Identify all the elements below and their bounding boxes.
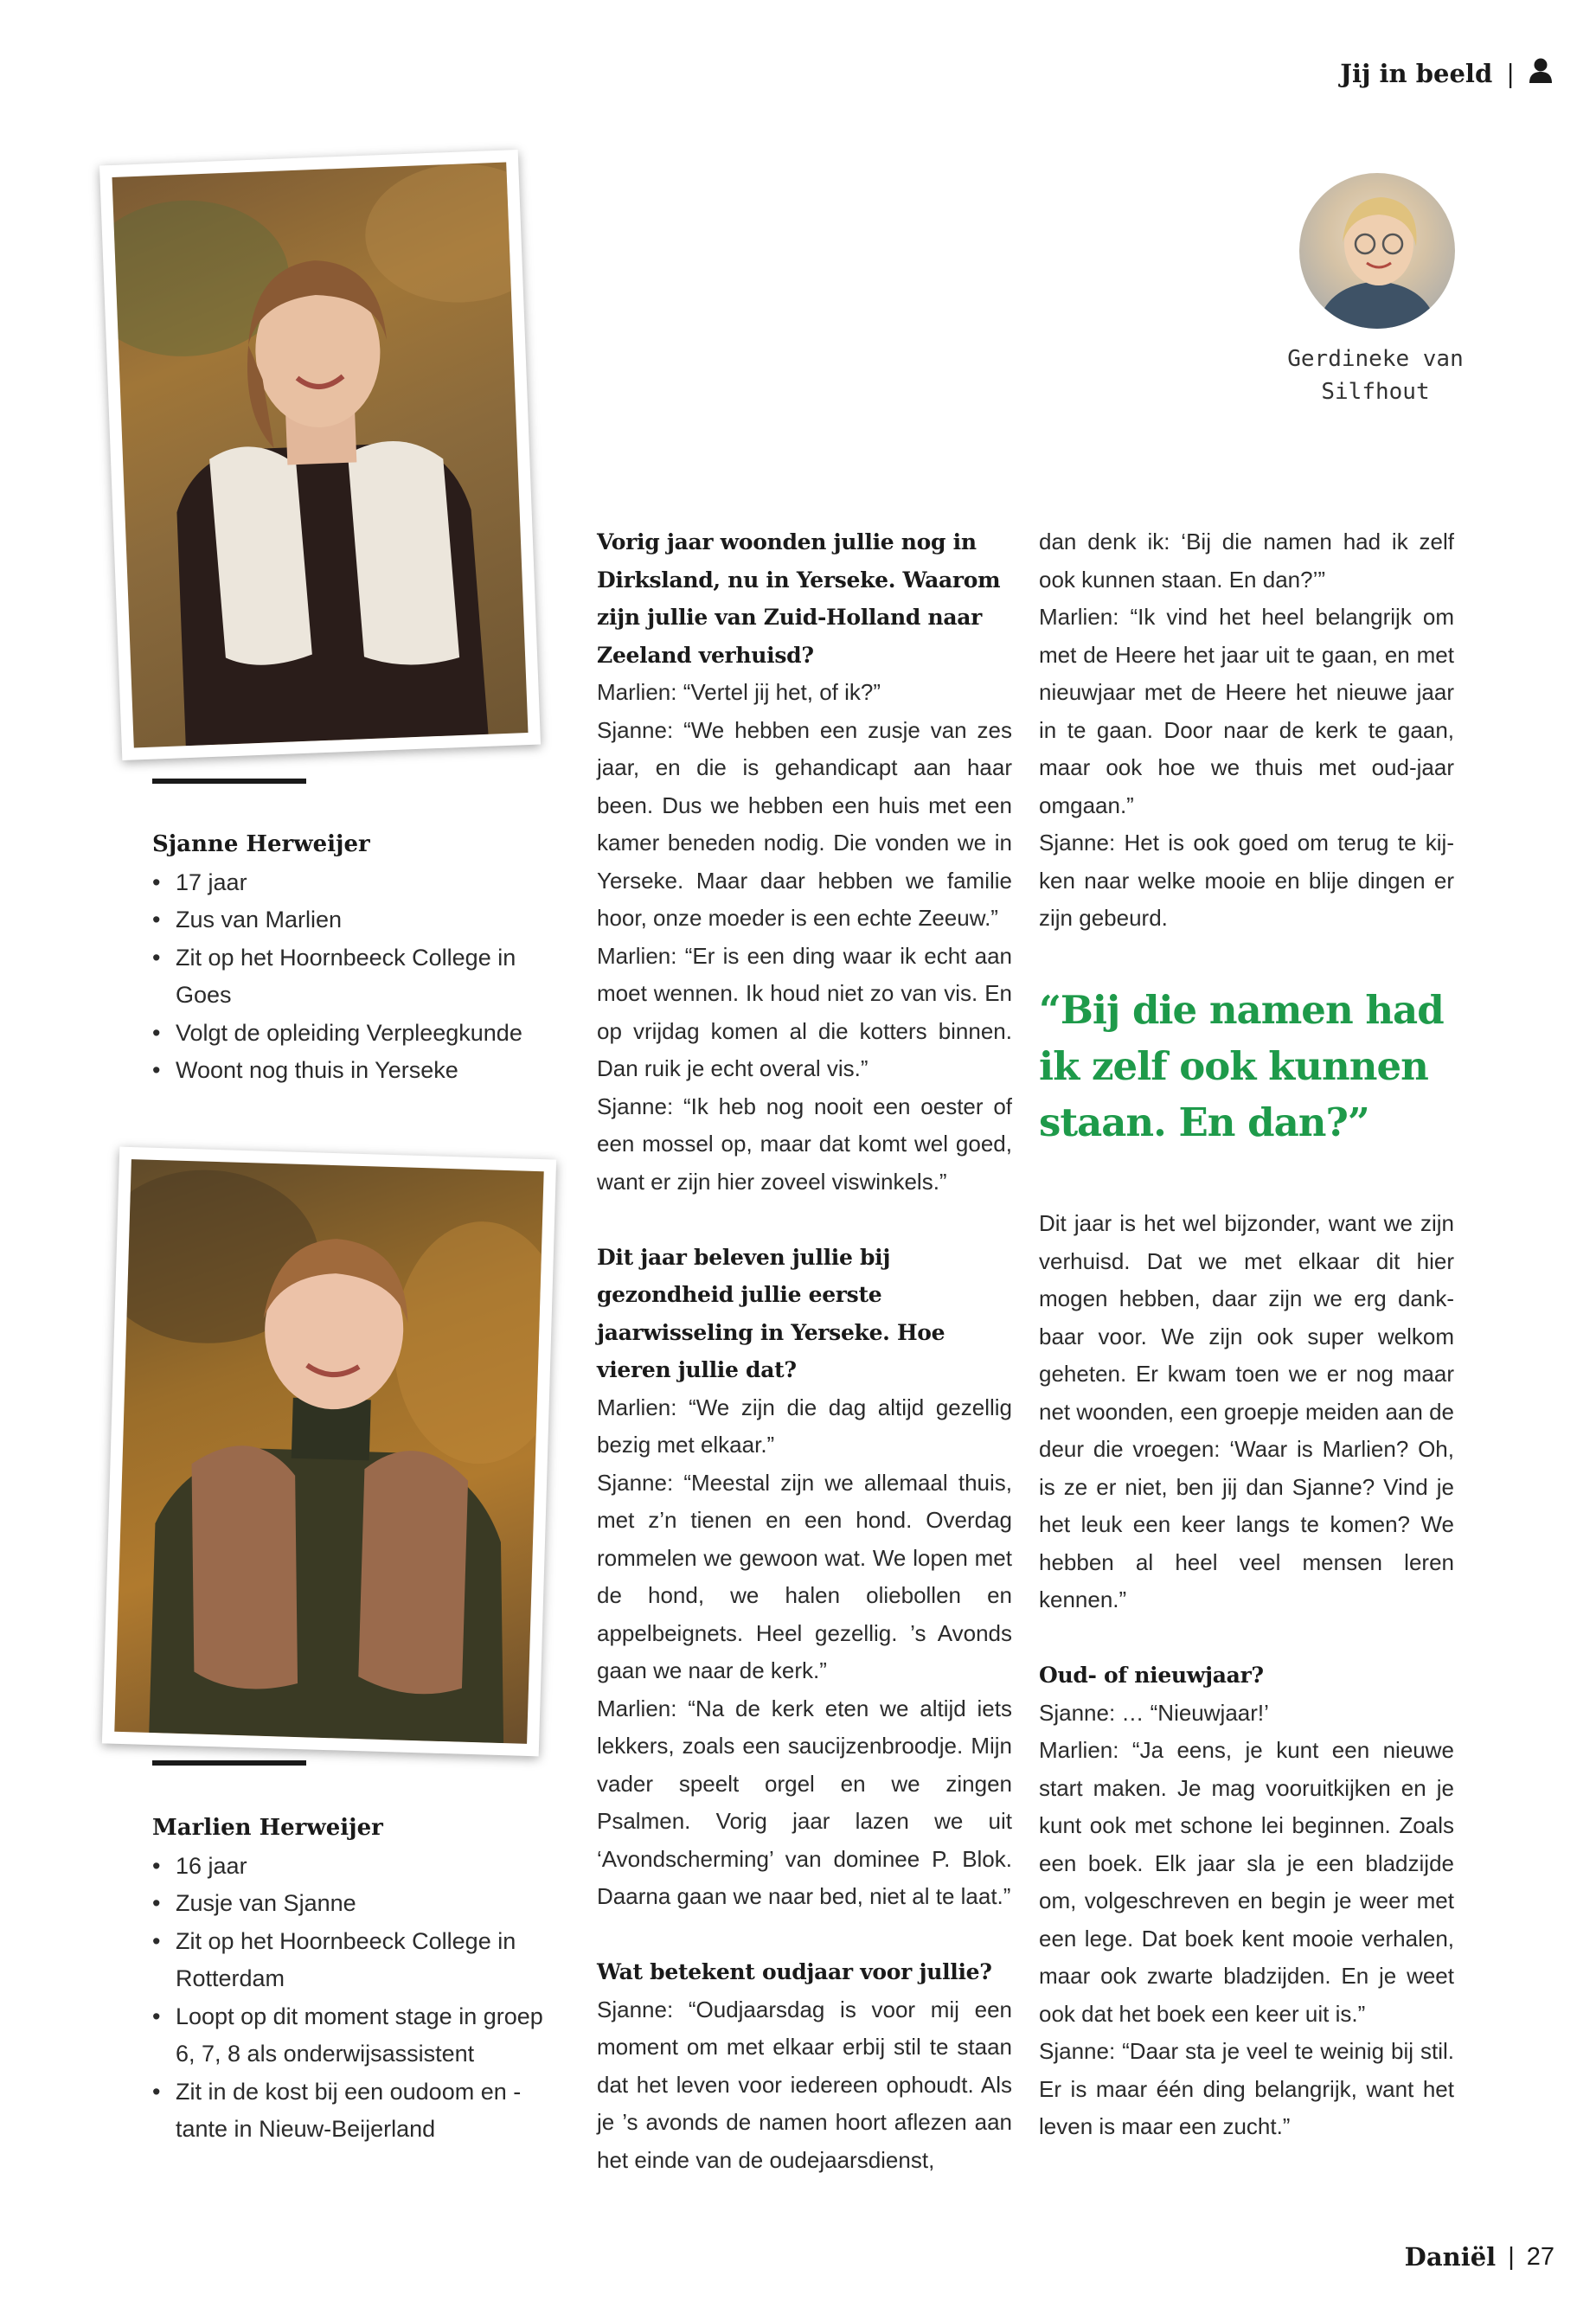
footer-separator: |: [1508, 2242, 1515, 2271]
interview-paragraph: Marlien: “Vertel jij het, of ik?”: [597, 679, 881, 705]
interview-question: Wat betekent oudjaar voor jullie?: [597, 1959, 992, 1984]
article-column-1: [597, 523, 1012, 2179]
profile-fact: • Woont nog thuis in Yerseke: [152, 1052, 567, 1090]
photo-sjanne-illustration: [112, 162, 529, 747]
profile-facts: [152, 864, 567, 1090]
profile-fact: • Zit op het Hoornbeeck College in Rotterdam: [152, 1923, 567, 1998]
photo-marlien-illustration: [114, 1159, 543, 1744]
magazine-name: Daniël: [1404, 2242, 1497, 2272]
author-name: Gerdineke van Silfhout: [1287, 346, 1464, 405]
interview-paragraph: Marlien: “Ik vind het heel belangrijk om met de Heere het jaar uit te gaan, en met nieuwjaar met de Heere het nieuwe jaar in te gaan. Door naar de kerk te gaan, maar ook hoe we thuis met oud-jaar omgaan.”: [1039, 604, 1454, 818]
profile-fact: • Zit in de kost bij een oudoom en -tante in Nieuw-Beijerland: [152, 2073, 567, 2149]
pull-quote: “Bij die namen had ik zelf ook kunnen staan. En dan?”: [1039, 987, 1444, 1145]
photo-marlien: [102, 1147, 556, 1757]
section-header: [1340, 57, 1553, 89]
section-title: Jij in beeld: [1340, 58, 1493, 88]
interview-question: Oud- of nieuwjaar?: [1039, 1663, 1264, 1688]
interview-paragraph: Sjanne: “Daar sta je veel te weinig bij stil. Er is maar één ding belangrijk, want het leven is maar een zucht.”: [1039, 2038, 1454, 2139]
profile-fact: • 17 jaar: [152, 864, 567, 902]
interview-paragraph: Marlien: “We zijn die dag altijd gezellig bezig met elkaar.”: [597, 1394, 1012, 1458]
divider: [152, 1760, 306, 1766]
header-separator: |: [1506, 58, 1515, 88]
article-column-2-bottom: [1039, 1205, 1454, 2146]
paragraph-gap: [597, 1201, 1012, 1239]
page-footer: [1405, 2242, 1554, 2272]
interview-paragraph: Sjanne: “We hebben een zusje van zes jaar, en die is gehandicapt aan haar been. Dus we hebben een huis met een kamer beneden nodig. Die vonden we in Yerseke. Maar daar hebben we familie hoor, onze moeder is een echte Zeeuw.”: [597, 716, 1012, 931]
profile-name: Marlien Herweijer: [152, 1815, 383, 1841]
author-avatar: [1299, 173, 1455, 329]
interview-paragraph: Sjanne: “Meestal zijn we allemaal thuis, met z’n tienen en een hond. Overdag rommelen we gewoon wat. We lopen met de hond, we halen oliebollen en appelbeignets. Heel gezellig. ’s Avonds gaan we naar de kerk.”: [597, 1469, 1012, 1683]
interview-paragraph: Sjanne: “Ik heb nog nooit een oester of een mossel op, maar dat komt wel goed, want er zijn hier zoveel viswinkels.”: [597, 1093, 1012, 1195]
profile-name: Sjanne Herweijer: [152, 831, 370, 857]
interview-paragraph: Marlien: “Er is een ding waar ik echt aan moet wennen. Ik houd niet zo van vis. En op vrijdag komen al die kotters binnen. Dan ruik je echt overal vis.”: [597, 942, 1012, 1081]
profile-facts: [152, 1848, 567, 2149]
divider: [152, 779, 306, 784]
interview-question: Dit jaar beleven jullie bij gezondheid jullie eerste jaarwisseling in Yerseke. Hoe vieren jullie dat?: [597, 1244, 945, 1382]
paragraph-gap: [597, 1916, 1012, 1954]
profile-fact: • Zit op het Hoornbeeck College in Goes: [152, 939, 567, 1015]
profile-fact: • 16 jaar: [152, 1848, 567, 1886]
interview-paragraph: Marlien: “Ja eens, je kunt een nieuwe start maken. Je mag vooruitkijken en je kunt ook met schone lei beginnen. Zoals een boek. Elk jaar sla je een bladzijde om, volgeschreven en begin je weer met een lege. Dat boek kent mooie verhalen, maar ook zwarte bladzijden. En je weet ook dat het boek een keer uit is.”: [1039, 1737, 1454, 2027]
profile-fact: • Zusje van Sjanne: [152, 1885, 567, 1923]
author-avatar-illustration: [1299, 173, 1455, 329]
profile-fact: • Loopt op dit moment stage in groep 6, 7, 8 als onderwijsassistent: [152, 1998, 567, 2073]
profile-sjanne: [152, 826, 567, 1090]
interview-paragraph: Sjanne: “Oudjaarsdag is voor mij een moment om met elkaar erbij stil te staan dat het leven voor iedereen ophoudt. Als je ’s avonds de namen hoort aflezen aan het einde van de oudejaarsdienst,: [597, 1996, 1012, 2173]
person-icon: [1529, 57, 1553, 89]
interview-paragraph: Dit jaar is het wel bijzonder, want we zijn verhuisd. Dat we met elkaar dit hier mogen hebben, daar zijn we erg dank-baar voor. We zijn ook super welkom geheten. Er kwam toen we er nog maar net woonden, een groepje meiden aan de deur die vroegen: ‘Waar is Marlien? Oh, is ze er niet, ben jij dan Sjanne? Vind je het leuk een keer langs te komen? We hebben al heel veel mensen leren kennen.”: [1039, 1210, 1454, 1612]
interview-paragraph: dan denk ik: ‘Bij die namen had ik zelf ook kunnen staan. En dan?’”: [1039, 529, 1454, 593]
profile-fact: • Volgt de opleiding Verpleegkunde: [152, 1015, 567, 1053]
photo-sjanne: [99, 150, 541, 760]
interview-paragraph: Sjanne: Het is ook goed om terug te kij-ken naar welke mooie en blije dingen er zijn gebeurd.: [1039, 830, 1454, 931]
profile-marlien: [152, 1810, 567, 2149]
interview-paragraph: Sjanne: … “Nieuwjaar!’: [1039, 1699, 1269, 1726]
interview-question: Vorig jaar woonden jullie nog in Dirksland, nu in Yerseke. Waarom zijn jullie van Zuid-Holland naar Zeeland verhuisd?: [597, 529, 1001, 668]
page-number: 27: [1526, 2242, 1554, 2271]
article-column-2-top: [1039, 523, 1454, 938]
paragraph-gap: [1039, 1619, 1454, 1657]
profile-fact: • Zus van Marlien: [152, 901, 567, 939]
interview-paragraph: Marlien: “Na de kerk eten we altijd iets lekkers, zoals een saucijzenbroodje. Mijn vader speelt orgel en we zingen Psalmen. Vorig jaar lazen we uit ‘Avondscherming’ van dominee P. Blok. Daarna gaan we naar bed, niet al te laat.”: [597, 1695, 1012, 1909]
